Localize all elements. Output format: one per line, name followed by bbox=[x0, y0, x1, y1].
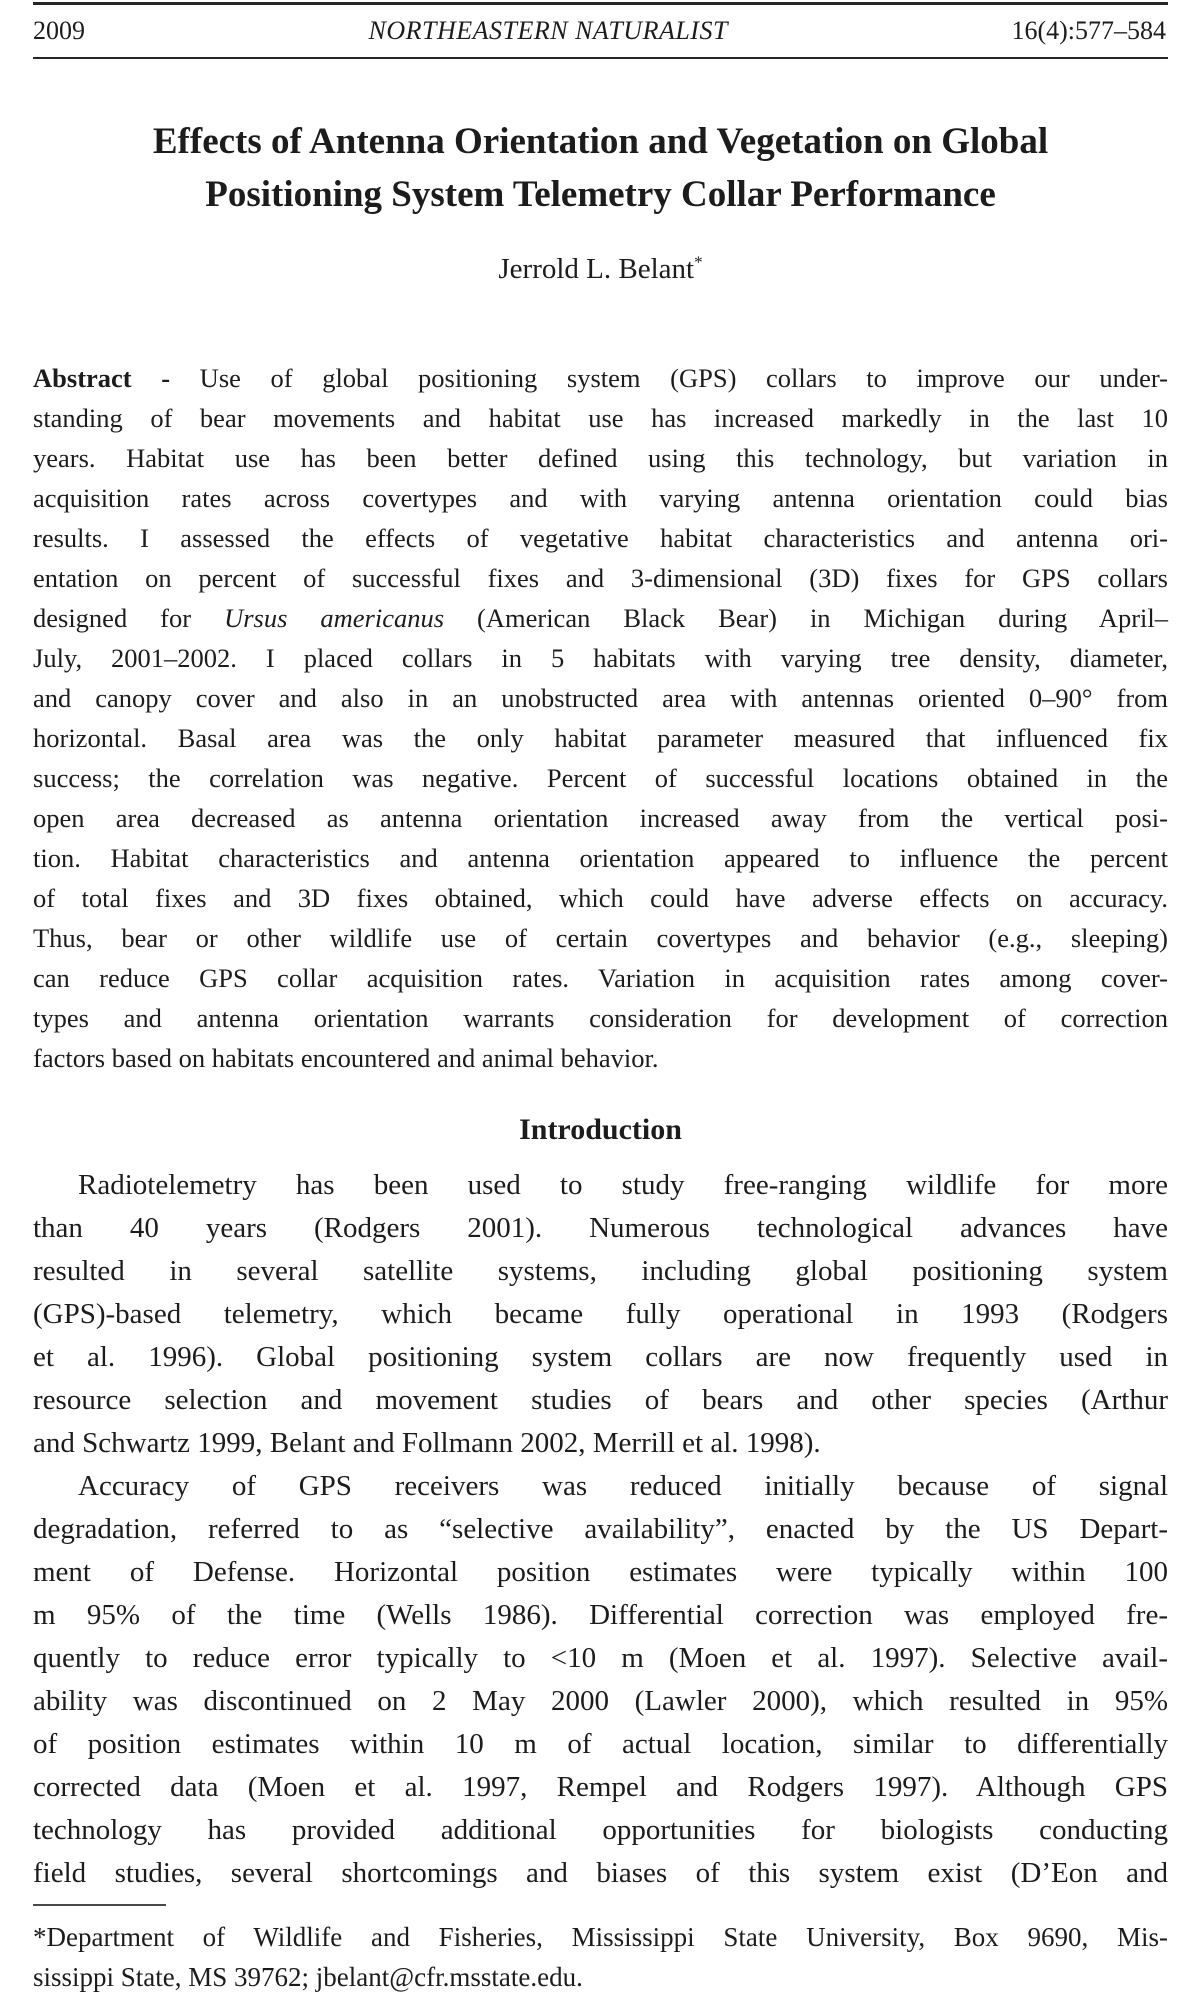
text-line: m 95% of the time (Wells 1986). Differential correction was employed fre- bbox=[33, 1599, 1168, 1631]
text-line: ment of Defense. Horizontal position estimates were typically within 100 bbox=[33, 1556, 1168, 1588]
text-line: *Department of Wildlife and Fisheries, Mississippi State University, Box 9690, Mis- bbox=[33, 1922, 1168, 1952]
footnote-divider bbox=[33, 1904, 166, 1906]
text-line: Abstract - Use of global positioning system (GPS) collars to improve our under- bbox=[33, 363, 1169, 393]
text-line: than 40 years (Rodgers 2001). Numerous technological advances have bbox=[33, 1212, 1168, 1244]
intro-paragraph-1 bbox=[33, 1164, 1168, 1465]
text-line: degradation, referred to as “selective availability”, enacted by the US Depart- bbox=[33, 1513, 1168, 1545]
article-title bbox=[33, 115, 1168, 221]
author-name: Jerrold L. Belant bbox=[498, 253, 695, 285]
text-line: Radiotelemetry has been used to study free-ranging wildlife for more bbox=[78, 1169, 1168, 1201]
text-line: quently to reduce error typically to <10 m (Moen et al. 1997). Selective avail- bbox=[33, 1642, 1168, 1674]
article-title-line-2: Positioning System Telemetry Collar Performance bbox=[205, 174, 996, 215]
text-line: (GPS)-based telemetry, which became fully operational in 1993 (Rodgers bbox=[33, 1298, 1168, 1330]
text-line: et al. 1996). Global positioning system collars are now frequently used in bbox=[33, 1341, 1168, 1373]
text-line: factors based on habitats encountered and animal behavior. bbox=[33, 1043, 659, 1073]
journal-running-head bbox=[33, 2, 1168, 59]
text-line: success; the correlation was negative. Percent of successful locations obtained in the bbox=[33, 763, 1168, 793]
text-line: can reduce GPS collar acquisition rates. Variation in acquisition rates among cover- bbox=[33, 963, 1168, 993]
author-byline bbox=[33, 252, 1168, 287]
volume-citation: 16(4):577–584 bbox=[1011, 16, 1166, 45]
text-line: sissippi State, MS 39762; jbelant@cfr.msstate.edu. bbox=[33, 1962, 583, 1992]
text-line: of total fixes and 3D fixes obtained, which could have adverse effects on accuracy. bbox=[33, 883, 1168, 913]
text-line: resulted in several satellite systems, including global positioning system bbox=[33, 1255, 1168, 1287]
text-line: corrected data (Moen et al. 1997, Rempel and Rodgers 1997). Although GPS bbox=[33, 1771, 1168, 1803]
text-line: and Schwartz 1999, Belant and Follmann 2002, Merrill et al. 1998). bbox=[33, 1427, 821, 1459]
text-line: years. Habitat use has been better defined using this technology, but variation in bbox=[33, 443, 1168, 473]
text-line: resource selection and movement studies of bears and other species (Arthur bbox=[33, 1384, 1168, 1416]
journal-name: NORTHEASTERN NATURALIST bbox=[368, 16, 728, 45]
text-line: horizontal. Basal area was the only habitat parameter measured that influenced fix bbox=[33, 723, 1168, 753]
section-heading-introduction: Introduction bbox=[519, 1113, 682, 1146]
text-line: tion. Habitat characteristics and antenna orientation appeared to influence the percent bbox=[33, 843, 1168, 873]
text-line: Accuracy of GPS receivers was reduced initially because of signal bbox=[78, 1470, 1168, 1502]
text-line: Thus, bear or other wildlife use of certain covertypes and behavior (e.g., sleeping) bbox=[33, 923, 1168, 953]
text-line: types and antenna orientation warrants consideration for development of correction bbox=[33, 1003, 1168, 1033]
article-title-line-1: Effects of Antenna Orientation and Vegetation on Global bbox=[152, 121, 1049, 162]
text-line: field studies, several shortcomings and biases of this system exist (D’Eon and bbox=[33, 1857, 1168, 1889]
text-line: July, 2001–2002. I placed collars in 5 habitats with varying tree density, diameter, bbox=[33, 643, 1168, 673]
text-line: open area decreased as antenna orientation increased away from the vertical posi- bbox=[33, 803, 1168, 833]
text-line: ability was discontinued on 2 May 2000 (Lawler 2000), which resulted in 95% bbox=[33, 1685, 1168, 1717]
text-line: and canopy cover and also in an unobstructed area with antennas oriented 0–90° from bbox=[33, 683, 1168, 713]
abstract-paragraph bbox=[33, 358, 1168, 1078]
footnote-text bbox=[33, 1917, 1168, 1997]
text-line: entation on percent of successful fixes and 3-dimensional (3D) fixes for GPS collars bbox=[33, 563, 1168, 593]
text-line: standing of bear movements and habitat use has increased markedly in the last 10 bbox=[33, 403, 1168, 433]
text-line: acquisition rates across covertypes and with varying antenna orientation could bias bbox=[33, 483, 1168, 513]
text-line: designed for Ursus americanus (American Black Bear) in Michigan during April– bbox=[33, 603, 1168, 633]
journal-year: 2009 bbox=[33, 16, 85, 45]
intro-paragraph-2 bbox=[33, 1465, 1168, 1895]
affiliation-asterisk: * bbox=[694, 252, 703, 272]
text-line: results. I assessed the effects of vegetative habitat characteristics and antenna ori- bbox=[33, 523, 1168, 553]
text-line: technology has provided additional opportunities for biologists conducting bbox=[33, 1814, 1168, 1846]
text-line: of position estimates within 10 m of actual location, similar to differentially bbox=[33, 1728, 1168, 1760]
